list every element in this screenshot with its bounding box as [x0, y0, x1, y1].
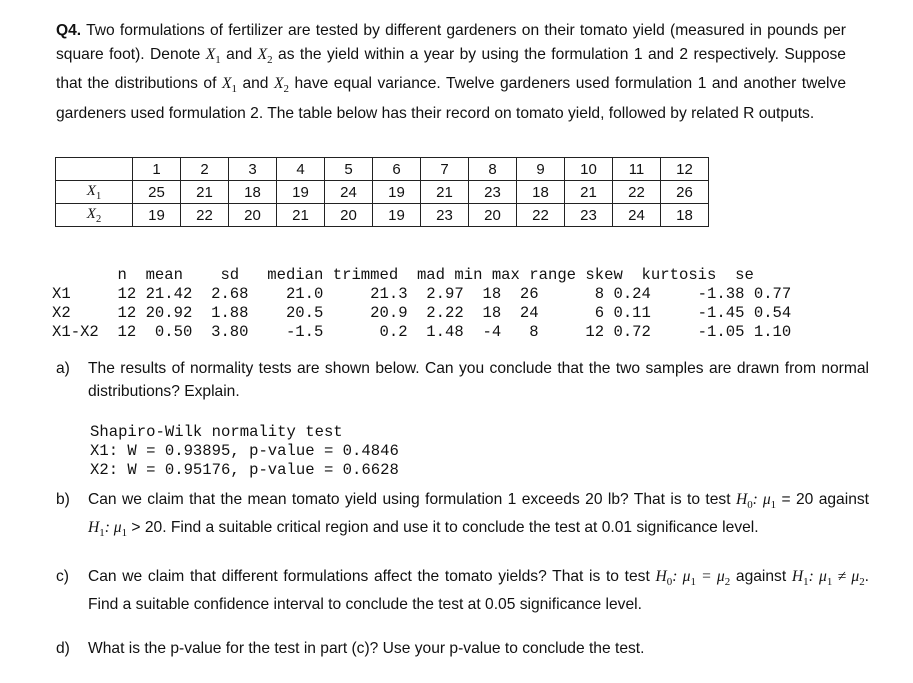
row-label-x2: $X_2$: [56, 204, 133, 227]
r-output-line: X2 12 20.92 1.88 20.5 20.9 2.22 18 24 6 0.11 -1.45 0.54: [52, 304, 792, 322]
table-cell: 21: [565, 181, 613, 204]
part-label: c): [56, 568, 69, 585]
shapiro-wilk-output: [90, 423, 399, 480]
question-number: Q4.: [56, 22, 82, 39]
table-cell: 25: [133, 181, 181, 204]
table-cell: 19: [373, 204, 421, 227]
table-row: [56, 181, 709, 204]
table-cell: 24: [325, 181, 373, 204]
table-cell: 19: [277, 181, 325, 204]
table-corner-cell: [56, 158, 133, 181]
table-cell: 24: [613, 204, 661, 227]
part-text: What is the p-value for the test in part (c)? Use your p-value to conclude the test.: [88, 640, 645, 657]
r-output-line: X1-X2 12 0.50 3.80 -1.5 0.2 1.48 -4 8 12 0.72 -1.05 1.10: [52, 323, 792, 341]
table-cell: 18: [517, 181, 565, 204]
table-header-cell: 12: [661, 158, 709, 181]
r-output-line: Shapiro-Wilk normality test: [90, 423, 343, 441]
part-label: a): [56, 360, 70, 377]
table-cell: 20: [325, 204, 373, 227]
table-cell: 22: [181, 204, 229, 227]
part-label: d): [56, 640, 70, 657]
table-cell: 23: [421, 204, 469, 227]
table-cell: 21: [277, 204, 325, 227]
table-cell: 23: [469, 181, 517, 204]
row-label-x1: $X_1$: [56, 181, 133, 204]
table-header-cell: 5: [325, 158, 373, 181]
table-cell: 22: [517, 204, 565, 227]
part-text: Can we claim that the mean tomato yield using formulation 1 exceeds 20 lb? That is to test $H_0$: $\mu_1 = 20$ against $H_1$: $\mu_1 > 20$. Find a suitable critical region and use it to conclude the test at 0.01 significance level.: [88, 491, 869, 539]
table-cell: 22: [613, 181, 661, 204]
r-output-line: X1: W = 0.93895, p-value = 0.4846: [90, 442, 399, 460]
table-cell: 26: [661, 181, 709, 204]
table-cell: 18: [229, 181, 277, 204]
table-cell: 23: [565, 204, 613, 227]
var-x2: $X_2$: [273, 75, 289, 96]
r-output-line: n mean sd median trimmed mad min max range skew kurtosis se: [52, 266, 754, 284]
table-cell: 18: [661, 204, 709, 227]
table-header-cell: 6: [373, 158, 421, 181]
table-header-cell: 9: [517, 158, 565, 181]
r-output-line: X2: W = 0.95176, p-value = 0.6628: [90, 461, 399, 479]
var-x2: $X_2$: [257, 45, 273, 66]
table-row: [56, 204, 709, 227]
part-label: b): [56, 491, 70, 508]
table-header-row: [56, 158, 709, 181]
table-cell: 20: [229, 204, 277, 227]
var-x1: $X_1$: [221, 75, 237, 96]
table-header-cell: 8: [469, 158, 517, 181]
table-header-cell: 2: [181, 158, 229, 181]
r-describe-output: [52, 266, 791, 342]
part-text: Can we claim that different formulations affect the tomato yields? That is to test $H_0$: $\mu_1 = \mu_2$ against $H_1$: $\mu_1 \ne \mu_2$. Find a suitable confidence interval to conclude the test at 0.05 significance level.: [88, 568, 869, 613]
table-cell: 19: [133, 204, 181, 227]
table-cell: 19: [373, 181, 421, 204]
table-cell: 21: [181, 181, 229, 204]
table-cell: 20: [469, 204, 517, 227]
yield-table: [55, 157, 709, 227]
question-intro: Q4. Two formulations of fertilizer are tested by different gardeners on their tomato yield (measured in pounds per square foot). Denote $X_1$ and $X_2$ as the yield within a year by using the formulation 1 and 2 respectively. Suppose that the distributions of $X_1$ and $X_2$ have equal variance. Twelve gardeners used formulation 1 and another twelve gardeners used formulation 2. The table below has their record on tomato yield, followed by related R outputs.: [56, 22, 846, 122]
table-header-cell: 7: [421, 158, 469, 181]
part-text: The results of normality tests are shown below. Can you conclude that the two samples are drawn from normal distributions? Explain.: [88, 360, 869, 400]
table-cell: 21: [421, 181, 469, 204]
table-header-cell: 11: [613, 158, 661, 181]
r-output-line: X1 12 21.42 2.68 21.0 21.3 2.97 18 26 8 0.24 -1.38 0.77: [52, 285, 792, 303]
table-header-cell: 1: [133, 158, 181, 181]
table-header-cell: 4: [277, 158, 325, 181]
var-x1: $X_1$: [205, 45, 221, 66]
table-header-cell: 10: [565, 158, 613, 181]
table-header-cell: 3: [229, 158, 277, 181]
